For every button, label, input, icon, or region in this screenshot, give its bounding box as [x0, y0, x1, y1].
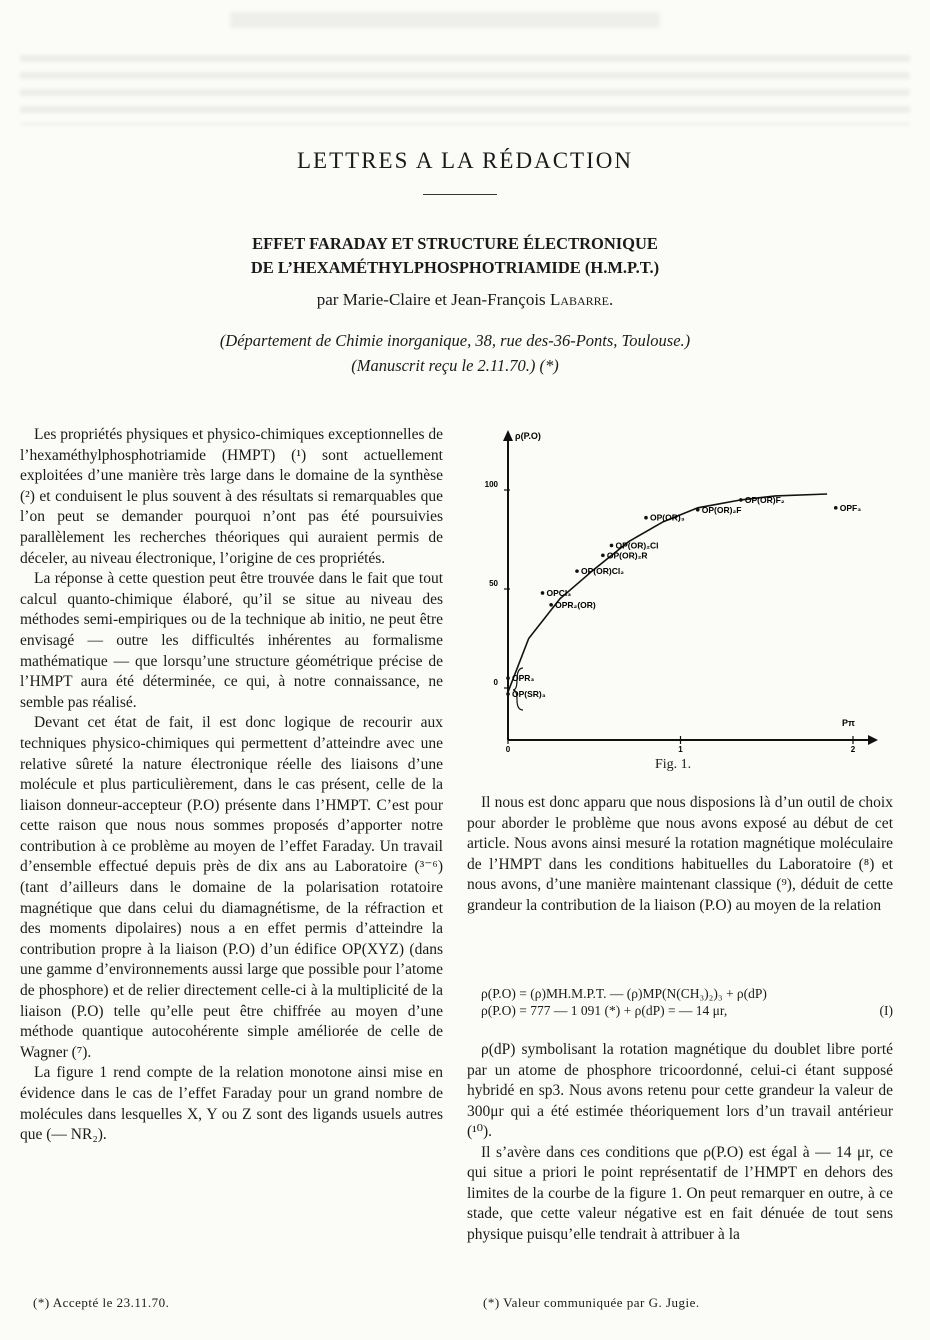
- x-tick-label-0: 0: [505, 745, 511, 754]
- data-label-9: OP(OR)₂F: [701, 504, 742, 515]
- point-group-bracket: [513, 668, 523, 710]
- data-point-6: [601, 554, 605, 558]
- data-label-7: OP(OR)₂Cl: [615, 540, 659, 551]
- article-title-line2: DE L’HEXAMÉTHYLPHOSPHOTRIAMIDE (H.M.P.T.): [250, 258, 660, 277]
- bleed-through-text: [20, 55, 910, 125]
- data-point-7: [610, 544, 614, 548]
- left-column: [20, 425, 443, 1146]
- x-axis-arrow: [868, 735, 878, 745]
- data-point-9: [696, 508, 700, 512]
- data-label-11: OPF₃: [839, 502, 862, 513]
- right-column-top: [467, 793, 893, 916]
- equation-block: [467, 985, 893, 1019]
- data-point-2: [506, 692, 510, 696]
- left-paragraph-2: La réponse à cette question peut être trouvée dans le fait que tout calcul quanto-chimique élaboré, qu’il se situe au niveau des méthodes semi-empiriques ou de la technique ab initio, ne peut être envisagé — outre les difficultés inhérentes au formalisme mathématique — que lorsqu’une structure géométrique précise de l’HMPT aura été déterminée, ce qui, à notre connaissance, ne semble pas réalisé.: [20, 570, 443, 711]
- data-point-5: [575, 569, 579, 573]
- figure-caption: Fig. 1.: [655, 757, 692, 772]
- data-point-11: [834, 506, 838, 510]
- authors-surname: Labarre.: [549, 290, 614, 309]
- data-label-3: OPCl₃: [546, 587, 572, 598]
- data-label-5: OP(OR)Cl₂: [581, 566, 624, 577]
- affiliation-block: [100, 328, 810, 378]
- equation-line-1: [467, 985, 893, 1002]
- right-column-bottom: [467, 1040, 893, 1245]
- data-label-10: OP(OR)F₂: [744, 494, 785, 505]
- data-label-1: OPR₃: [512, 673, 535, 684]
- data-label-8: OP(OR)₃: [650, 512, 685, 523]
- data-label-2: OP(SR)₃: [512, 688, 546, 699]
- received-date: (Manuscrit reçu le 2.11.70.) (*): [351, 356, 559, 375]
- equation-2: ρ(P.O) = 777 — 1 091 (*) + ρ(dP) = — 14 μr,: [481, 1003, 728, 1018]
- left-paragraph-1: Les propriétés physiques et physico-chimiques exceptionnelles de l’hexaméthylphosphotriamide (HMPT) (¹) sont actuellement exploitées d’une manière très large dans le domaine de la synthèse (²) et conduisent le plus souvent à des résultats si remarquables que l’on peut se demander pourquoi n’ont pas été poursuivies parallèlement les recherches théoriques qui auraient permis de déceler, au niveau électronique, l’origine de ces propriétés.: [20, 426, 443, 567]
- x-tick-label-1: 1: [678, 745, 683, 754]
- section-title: LETTRES A LA RÉDACTION: [297, 148, 633, 173]
- y-tick-label-0: 0: [493, 678, 498, 687]
- equation-1: ρ(P.O) = (ρ)MH.M.P.T. — (ρ)MP(N(CH₃)₂)₃ + ρ(dP): [481, 986, 767, 1001]
- x-axis-label: Pπ: [842, 718, 855, 728]
- right-paragraph-3: Il s’avère dans ces conditions que ρ(P.O) est égal à — 14 μr, ce qui situe a priori le point représentatif de l’HMPT en dehors des limites de la courbe de la figure 1. On peut remarquer en outre, à ce stade, que cette valeur négative est en fait dénuée de tout sens physique puisqu’elle tendrait à attribuer à la: [467, 1143, 893, 1243]
- y-axis-arrow: [503, 430, 513, 441]
- data-label-4: OPR₂(OR): [555, 599, 596, 610]
- article-title: [100, 232, 810, 280]
- fit-curve: [508, 494, 827, 692]
- bleed-through-header: [230, 12, 660, 28]
- article-title-line1: EFFET FARADAY ET STRUCTURE ÉLECTRONIQUE: [252, 234, 658, 253]
- data-point-1: [506, 676, 510, 680]
- left-paragraph-4: La figure 1 rend compte de la relation monotone ainsi mise en évidence dans le cas de l’effet Faraday pour un grand nombre de molécules dans lesquelles X, Y ou Z sont des ligands usuels autres que (— NR₂).: [20, 1064, 443, 1144]
- right-paragraph-1: Il nous est donc apparu que nous disposions là d’un outil de choix pour aborder le problème que nous avons exposé au début de cet article. Nous avons ainsi mesuré la rotation magnétique moléculaire de l’HMPT dans les conditions habituelles du Laboratoire (⁸) et nous avons, d’une manière maintenant classique (⁹), déduit de cette grandeur la contribution de la liaison (P.O) au moyen de la relation: [467, 794, 893, 914]
- authors: [0, 290, 930, 310]
- footnote-left: (*) Accepté le 23.11.70.: [33, 1295, 170, 1310]
- equation-line-2: [467, 1002, 893, 1019]
- footnote-right: (*) Valeur communiquée par G. Jugie.: [483, 1295, 700, 1310]
- data-point-8: [644, 516, 648, 520]
- data-point-4: [549, 603, 553, 607]
- y-tick-label-50: 50: [489, 579, 498, 588]
- x-tick-label-2: 2: [850, 745, 856, 754]
- equation-number: (I): [879, 1003, 893, 1018]
- y-tick-label-100: 100: [484, 480, 498, 489]
- data-point-3: [541, 591, 545, 595]
- title-rule: [423, 194, 497, 195]
- left-paragraph-3: Devant cet état de fait, il est donc logique de recourir aux techniques physico-chimiques qui permettent d’atteindre avec une relative sûreté la nature électronique réelle des liaisons d’une molécule et plus particulièrement, dans le cas présent, celle de la liaison donneur-accepteur (P.O) présente dans l’HMPT. C’est pour cette raison que nous nous sommes proposés d’apporter notre contribution à ce problème au moyen de l’effet Faraday. Un travail d’ensemble effectué depuis près de dix ans au Laboratoire (³⁻⁶) (tant d’ailleurs dans le domaine de la polarisation rotatoire magnétique que dans celui du diamagnétisme, de la réfraction et des moments dipolaires) nous a en effet permis d’atteindre la contribution propre à la liaison (P.O) d’un édifice OP(XYZ) (dans une gamme d’environnements aussi large que possible pour l’atome de phosphore) et de relier directement celle-ci à la multiplicité de la liaison (P.O) telle qu’elle peut être chiffrée au moyen d’une méthode quantique autocohérente simple améliorée de celle de Wagner (⁷).: [20, 714, 443, 1061]
- right-paragraph-2: ρ(dP) symbolisant la rotation magnétique du doublet libre porté par un atome de phosphore tricoordonné, celui-ci étant supposé hybridé en sp3. Nous avons retenu pour cette grandeur la valeur de 300μr qui a été estimée théoriquement lors d’un travail antérieur (¹⁰).: [467, 1041, 893, 1140]
- affiliation: (Département de Chimie inorganique, 38, rue des-36-Ponts, Toulouse.): [219, 331, 691, 350]
- y-axis-label: ρ(P.O): [515, 431, 541, 441]
- authors-prefix: par Marie-Claire et Jean-François: [316, 290, 550, 309]
- data-point-10: [739, 498, 743, 502]
- data-label-6: OP(OR)₂R: [606, 550, 648, 561]
